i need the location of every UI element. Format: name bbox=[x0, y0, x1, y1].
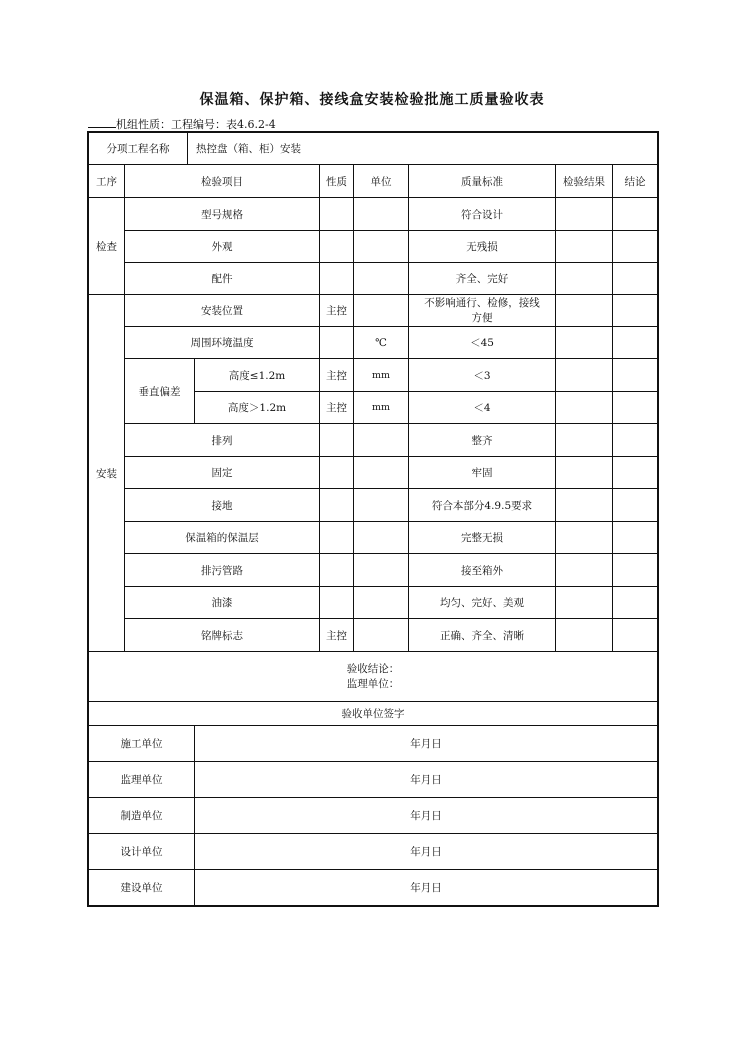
check-row bbox=[89, 231, 658, 263]
install-standard: ＜3 bbox=[409, 359, 556, 392]
install-unit: mm bbox=[354, 359, 409, 392]
install-conclusion bbox=[613, 295, 658, 327]
install-standard: 牢固 bbox=[409, 457, 556, 489]
check-row bbox=[89, 198, 658, 231]
install-row bbox=[89, 587, 658, 619]
check-conclusion bbox=[613, 263, 658, 295]
conclusion-label: 验收结论： bbox=[346, 662, 400, 675]
header-conclusion: 结论 bbox=[613, 165, 658, 198]
install-standard: 正确、齐全、清晰 bbox=[409, 619, 556, 652]
install-item: 油漆 bbox=[125, 587, 320, 619]
install-item: 周围环境温度 bbox=[125, 327, 320, 359]
install-nature bbox=[320, 327, 354, 359]
install-conclusion bbox=[613, 554, 658, 587]
install-nature bbox=[320, 554, 354, 587]
install-row bbox=[89, 359, 658, 392]
check-standard: 无残损 bbox=[409, 231, 556, 263]
install-unit bbox=[354, 424, 409, 457]
vertical-deviation-label: 垂直偏差 bbox=[125, 359, 195, 424]
acceptance-table bbox=[88, 132, 658, 906]
install-row bbox=[89, 457, 658, 489]
install-item: 高度＞1.2m bbox=[195, 392, 320, 424]
check-result bbox=[556, 198, 613, 231]
install-conclusion bbox=[613, 489, 658, 522]
signature-unit: 监理单位 bbox=[89, 762, 195, 798]
install-conclusion bbox=[613, 392, 658, 424]
project-value: 热控盘（箱、柜）安装 bbox=[187, 133, 301, 165]
header-unit: 单位 bbox=[354, 165, 409, 198]
project-row bbox=[89, 133, 658, 165]
header-standard: 质量标准 bbox=[409, 165, 556, 198]
check-unit bbox=[354, 198, 409, 231]
signature-row bbox=[89, 834, 658, 870]
install-conclusion bbox=[613, 457, 658, 489]
check-nature bbox=[320, 198, 354, 231]
check-standard: 齐全、完好 bbox=[409, 263, 556, 295]
meta-text: 机组性质：工程编号：表4.6.2-4 bbox=[116, 118, 276, 131]
install-nature bbox=[320, 522, 354, 554]
check-conclusion bbox=[613, 198, 658, 231]
install-result bbox=[556, 424, 613, 457]
check-result bbox=[556, 231, 613, 263]
header-row bbox=[89, 165, 658, 198]
install-unit bbox=[354, 554, 409, 587]
install-result bbox=[556, 554, 613, 587]
signature-date: 年月日 bbox=[195, 762, 658, 798]
install-nature: 主控 bbox=[320, 295, 354, 327]
install-row bbox=[89, 295, 658, 327]
install-nature: 主控 bbox=[320, 392, 354, 424]
check-label: 检查 bbox=[89, 198, 125, 295]
check-conclusion bbox=[613, 231, 658, 263]
conclusion-cell bbox=[89, 652, 658, 702]
install-row bbox=[89, 424, 658, 457]
check-item: 配件 bbox=[125, 263, 320, 295]
install-item: 固定 bbox=[125, 457, 320, 489]
install-unit bbox=[354, 457, 409, 489]
install-row bbox=[89, 554, 658, 587]
blank-underline bbox=[88, 118, 116, 128]
supervision-label: 监理单位： bbox=[346, 677, 400, 690]
install-row bbox=[89, 489, 658, 522]
install-conclusion bbox=[613, 359, 658, 392]
install-nature bbox=[320, 424, 354, 457]
install-standard: 不影响通行、检修，接线方便 bbox=[409, 295, 556, 327]
project-label: 分项工程名称 bbox=[106, 143, 170, 155]
conclusion-row bbox=[89, 652, 658, 702]
signature-unit: 设计单位 bbox=[89, 834, 195, 870]
install-item: 排列 bbox=[125, 424, 320, 457]
check-standard: 符合设计 bbox=[409, 198, 556, 231]
signature-row bbox=[89, 870, 658, 906]
signature-unit: 制造单位 bbox=[89, 798, 195, 834]
header-result: 检验结果 bbox=[556, 165, 613, 198]
signature-date: 年月日 bbox=[195, 726, 658, 762]
signature-row bbox=[89, 762, 658, 798]
install-unit bbox=[354, 522, 409, 554]
install-conclusion bbox=[613, 424, 658, 457]
header-item: 检验项目 bbox=[125, 165, 320, 198]
install-standard: 符合本部分4.9.5要求 bbox=[409, 489, 556, 522]
signature-date: 年月日 bbox=[195, 834, 658, 870]
check-nature bbox=[320, 231, 354, 263]
install-nature: 主控 bbox=[320, 619, 354, 652]
check-nature bbox=[320, 263, 354, 295]
install-unit: ℃ bbox=[354, 327, 409, 359]
install-result bbox=[556, 327, 613, 359]
check-item: 型号规格 bbox=[125, 198, 320, 231]
install-standard: 整齐 bbox=[409, 424, 556, 457]
install-result bbox=[556, 359, 613, 392]
signature-heading-row bbox=[89, 702, 658, 726]
signature-date: 年月日 bbox=[195, 798, 658, 834]
install-standard: ＜45 bbox=[409, 327, 556, 359]
install-standard: ＜4 bbox=[409, 392, 556, 424]
signature-date: 年月日 bbox=[195, 870, 658, 906]
check-item: 外观 bbox=[125, 231, 320, 263]
install-result bbox=[556, 619, 613, 652]
header-process: 工序 bbox=[89, 165, 125, 198]
signature-row bbox=[89, 798, 658, 834]
install-conclusion bbox=[613, 327, 658, 359]
install-unit bbox=[354, 619, 409, 652]
install-result bbox=[556, 587, 613, 619]
install-item: 排污管路 bbox=[125, 554, 320, 587]
project-label-cell bbox=[89, 133, 320, 165]
install-standard: 均匀、完好、美观 bbox=[409, 587, 556, 619]
install-unit bbox=[354, 587, 409, 619]
install-standard: 完整无损 bbox=[409, 522, 556, 554]
install-nature bbox=[320, 587, 354, 619]
install-item: 高度≤1.2m bbox=[195, 359, 320, 392]
install-unit bbox=[354, 295, 409, 327]
check-unit bbox=[354, 231, 409, 263]
install-unit: mm bbox=[354, 392, 409, 424]
install-unit bbox=[354, 489, 409, 522]
install-result bbox=[556, 457, 613, 489]
meta-line bbox=[88, 116, 276, 132]
install-result bbox=[556, 489, 613, 522]
install-result bbox=[556, 295, 613, 327]
install-standard: 接至箱外 bbox=[409, 554, 556, 587]
signature-heading: 验收单位签字 bbox=[89, 702, 658, 726]
signature-unit: 建设单位 bbox=[89, 870, 195, 906]
check-unit bbox=[354, 263, 409, 295]
check-row bbox=[89, 263, 658, 295]
check-result bbox=[556, 263, 613, 295]
project-blank bbox=[320, 133, 658, 165]
install-result bbox=[556, 522, 613, 554]
install-label: 安装 bbox=[89, 295, 125, 652]
install-result bbox=[556, 392, 613, 424]
install-nature: 主控 bbox=[320, 359, 354, 392]
install-nature bbox=[320, 457, 354, 489]
install-item: 安装位置 bbox=[125, 295, 320, 327]
install-row bbox=[89, 619, 658, 652]
signature-unit: 施工单位 bbox=[89, 726, 195, 762]
install-conclusion bbox=[613, 522, 658, 554]
signature-row bbox=[89, 726, 658, 762]
install-item: 接地 bbox=[125, 489, 320, 522]
install-row bbox=[89, 522, 658, 554]
header-nature: 性质 bbox=[320, 165, 354, 198]
install-row bbox=[89, 327, 658, 359]
install-item: 铭牌标志 bbox=[125, 619, 320, 652]
install-conclusion bbox=[613, 619, 658, 652]
install-conclusion bbox=[613, 587, 658, 619]
form-title: 保温箱、保护箱、接线盒安装检验批施工质量验收表 bbox=[199, 92, 545, 108]
install-item: 保温箱的保温层 bbox=[125, 522, 320, 554]
install-nature bbox=[320, 489, 354, 522]
